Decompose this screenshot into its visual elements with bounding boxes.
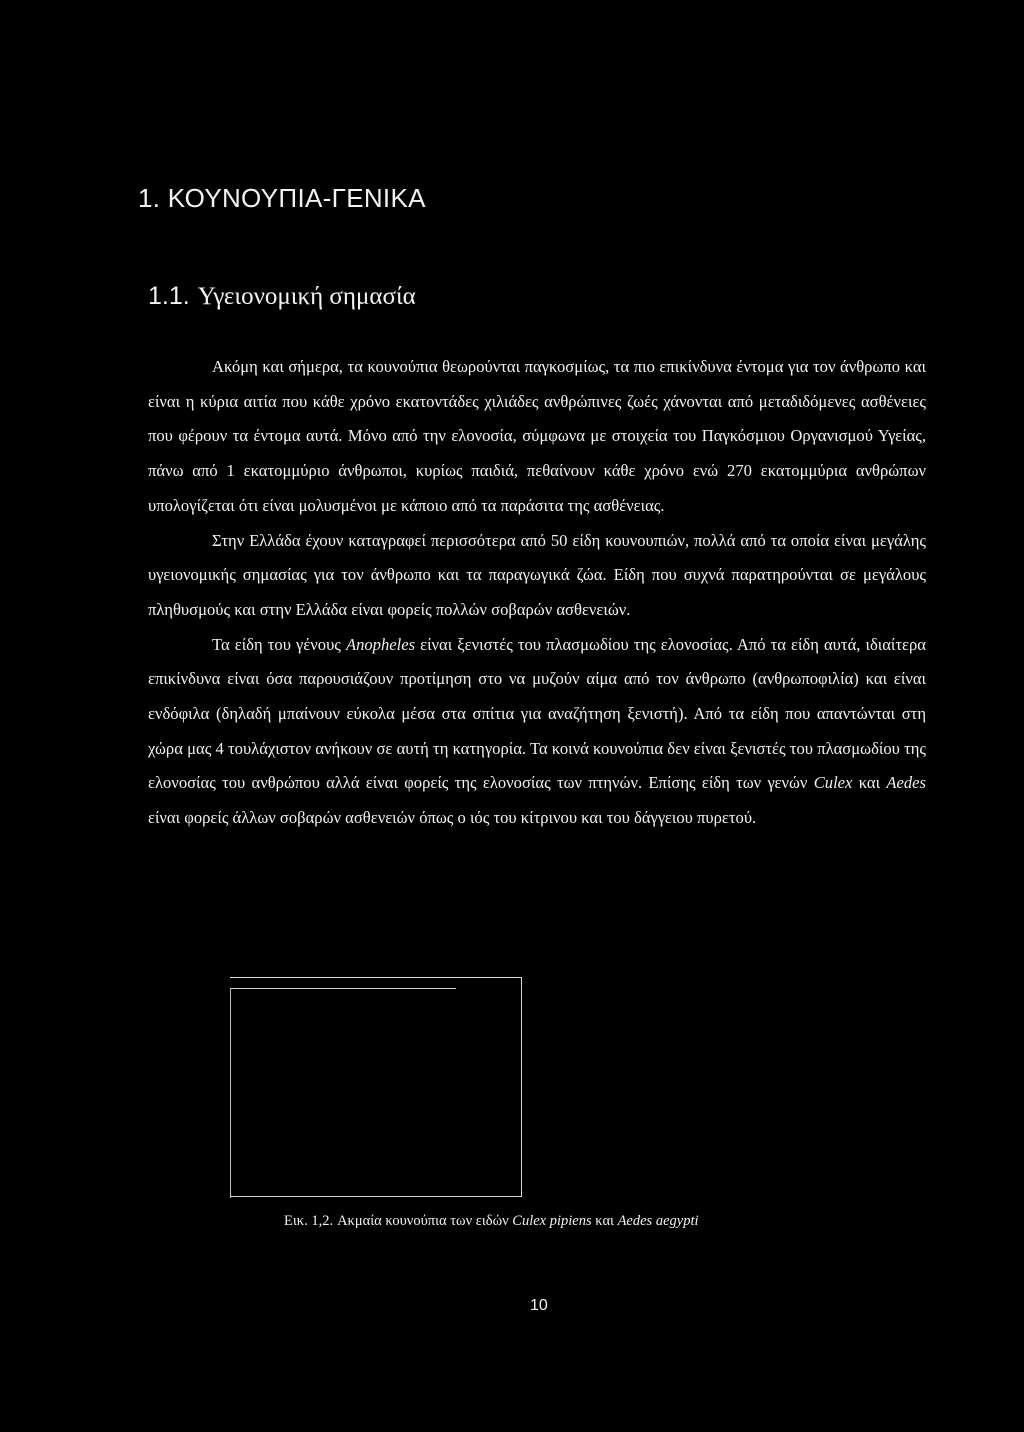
paragraph-3-part-2: είναι ξενιστές του πλασμωδίου της ελονοσίας. Από τα είδη αυτά, ιδιαίτερα επικίνδυνα είναι όσα παρουσιάζουν προτίμηση στο να μυζούν αίμα από τον άνθρωπο (ανθρωποφιλία) και είναι ενδόφιλα (δηλαδή μπαίνουν εύκολα μέσα στα σπίτια για αναζήτηση ξενιστή). Από τα είδη που απαντώνται στη χώρα μας 4 τουλάχιστον ανήκουν σε αυτή τη κατηγορία. Τα κοινά κουνούπια δεν είναι ξενιστές του πλασμωδίου της ελονοσίας του ανθρώπου αλλά είναι φορείς της ελονοσίας των πτηνών. Επίσης είδη των γενών xyxy=(148,634,926,793)
caption-text-1: Ακμαία κουνούπια των ειδών xyxy=(337,1213,509,1229)
section-number: 1.1. xyxy=(148,282,190,310)
body-text xyxy=(148,350,926,836)
paragraph-3-part-3: και xyxy=(852,773,887,793)
genus-anopheles: Anopheles xyxy=(345,634,416,654)
figure-image-frame xyxy=(230,977,522,1197)
paragraph-2: Στην Ελλάδα έχουν καταγραφεί περισσότερα από 50 είδη κουνουπιών, πολλά από τα οποία είναι μεγάλης υγειονομικής σημασίας για τον άνθρωπο και τα παραγωγικά ζώα. Είδη που συχνά παρατηρούνται σε μεγάλους πληθυσμούς και στην Ελλάδα είναι φορείς πολλών σοβαρών ασθενειών. xyxy=(148,530,926,619)
figure-frame-inner-line xyxy=(230,988,456,989)
section-title-text: Υγειονομική σημασία xyxy=(197,283,416,310)
figure-caption xyxy=(284,1213,699,1230)
genus-culex: Culex xyxy=(813,773,853,793)
figure-label: Εικ. 1,2. xyxy=(284,1213,334,1229)
caption-text-2: και xyxy=(595,1213,614,1229)
paragraph-1: Ακόμη και σήμερα, τα κουνούπια θεωρούνται παγκοσμίως, τα πιο επικίνδυνα έντομα για τον άνθρωπο και είναι η κύρια αιτία που κάθε χρόνο εκατοντάδες χιλιάδες ανθρώπινες ζωές χάνονται από μεταδιδόμενες ασθένειες που φέρουν τα έντομα αυτά. Μόνο από την ελονοσία, σύμφωνα με στοιχεία του Παγκόσμιου Οργανισμού Υγείας, πάνω από 1 εκατομμύριο άνθρωποι, κυρίως παιδιά, πεθαίνουν κάθε χρόνο ενώ 270 εκατομμύρια ανθρώπων υπολογίζεται ότι είναι μολυσμένοι με κάποιο από τα παράσιτα της ασθένειας. xyxy=(148,357,926,515)
figure-frame-left-edge xyxy=(230,988,231,1198)
paragraph-3-part-4: είναι φορείς άλλων σοβαρών ασθενειών όπως ο ιός του κίτρινου και του δάγγειου πυρετού. xyxy=(148,808,757,828)
section-title xyxy=(148,282,416,311)
paragraph-3-part-1: Τα είδη του γένους xyxy=(212,634,346,654)
species-culex-pipiens: Culex pipiens xyxy=(512,1213,592,1229)
paragraph-3 xyxy=(148,628,926,836)
chapter-title: 1. ΚΟΥΝΟΥΠΙΑ-ΓΕΝΙΚΑ xyxy=(138,183,426,213)
species-aedes-aegypti: Aedes aegypti xyxy=(617,1213,699,1229)
page-number: 10 xyxy=(530,1297,548,1314)
genus-aedes: Aedes xyxy=(886,773,926,793)
